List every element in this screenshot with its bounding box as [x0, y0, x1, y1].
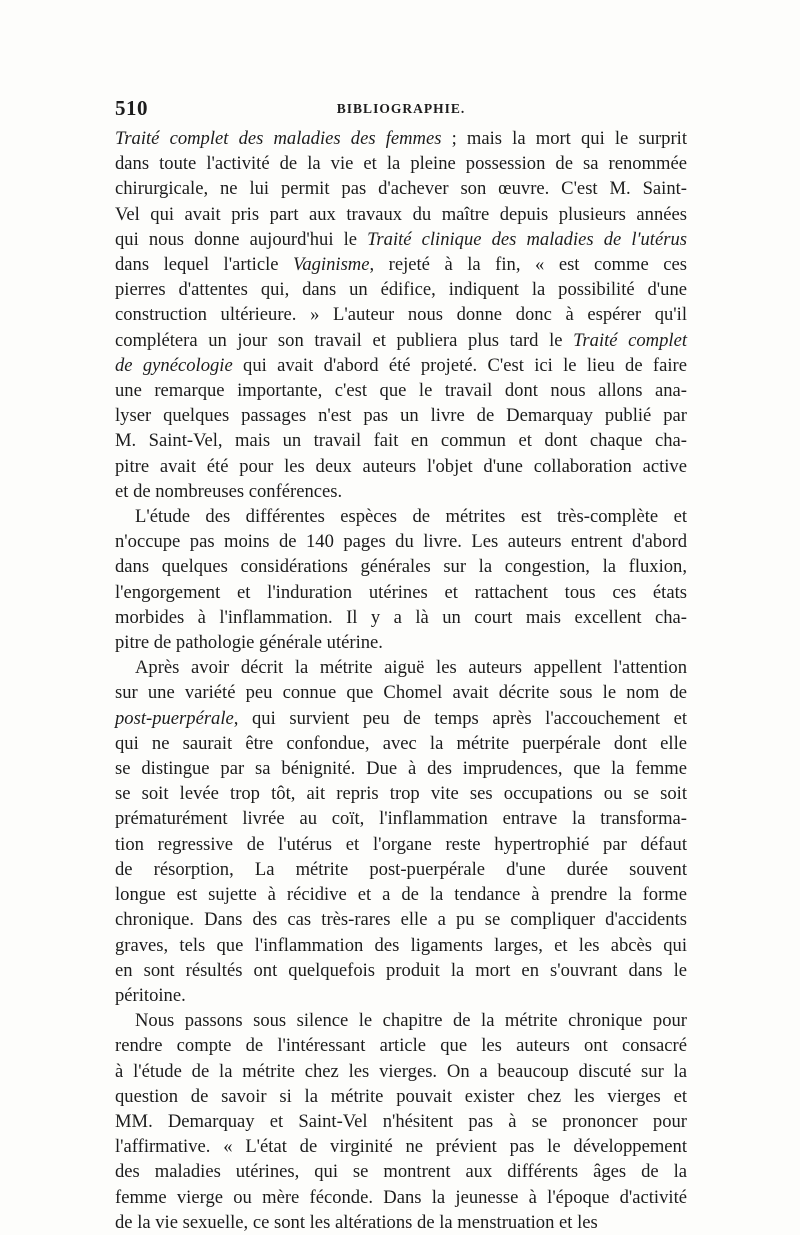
text-line: dans lequel l'article Vaginisme, rejeté à la fin, « est comme ces [115, 254, 687, 276]
text-line: pitre de pathologie générale utérine. [115, 632, 383, 654]
text-line: de la vie sexuelle, ce sont les altérations de la menstruation et les [115, 1211, 598, 1233]
text-line: en sont résultés ont quelquefois produit la mort en s'ouvrant dans le [115, 959, 687, 981]
text-line: sur une variété peu connue que Chomel avait décrite sous le nom de [115, 682, 687, 704]
page-header [115, 96, 687, 126]
text-line: M. Saint-Vel, mais un travail fait en commun et dont chaque cha- [115, 430, 687, 452]
text-line: dans quelques considérations générales sur la congestion, la fluxion, [115, 556, 687, 578]
text-line: qui ne saurait être confondue, avec la métrite puerpérale dont elle [115, 732, 687, 754]
text-line: tion regressive de l'utérus et l'organe reste hypertrophié par défaut [115, 833, 687, 855]
text-line: graves, tels que l'inflammation des ligaments larges, et les abcès qui [115, 934, 687, 956]
text-line: L'étude des différentes espèces de métrites est très-complète et [135, 506, 687, 528]
paragraph [115, 504, 687, 655]
paragraph [115, 655, 687, 1008]
text-line: chronique. Dans des cas très-rares elle a pu se compliquer d'accidents [115, 909, 687, 931]
text-line: qui nous donne aujourd'hui le Traité clinique des maladies de l'utérus [115, 228, 687, 250]
text-line: prématurément livrée au coït, l'inflammation entrave la transforma- [115, 808, 687, 830]
text-line: morbides à l'inflammation. Il y a là un court mais excellent cha- [115, 606, 687, 628]
body-text [115, 126, 687, 1235]
document-page [115, 96, 687, 1235]
paragraph [115, 1008, 687, 1235]
text-line: pierres d'attentes qui, dans un édifice, indiquent la possibilité d'une [115, 279, 687, 301]
text-line: à l'étude de la métrite chez les vierges. On a beaucoup discuté sur la [115, 1060, 687, 1082]
text-line: chirurgicale, ne lui permit pas d'achever son œuvre. C'est M. Saint- [115, 178, 687, 200]
text-line: Après avoir décrit la métrite aiguë les auteurs appellent l'attention [135, 657, 687, 679]
text-line: MM. Demarquay et Saint-Vel n'hésitent pas à se prononcer pour [115, 1110, 687, 1132]
text-line: de gynécologie qui avait d'abord été projeté. C'est ici le lieu de faire [115, 354, 687, 376]
text-line: n'occupe pas moins de 140 pages du livre. Les auteurs entrent d'abord [115, 531, 687, 553]
page-number: 510 [115, 96, 148, 120]
text-line: péritoine. [115, 984, 186, 1006]
text-line: Vel qui avait pris part aux travaux du maître depuis plusieurs années [115, 203, 687, 225]
text-line: longue est sujette à récidive et a de la tendance à prendre la forme [115, 884, 687, 906]
text-line: dans toute l'activité de la vie et la pleine possession de sa renommée [115, 153, 687, 175]
text-line: construction ultérieure. » L'auteur nous donne donc à espérer qu'il [115, 304, 687, 326]
text-line: l'affirmative. « L'état de virginité ne prévient pas le développement [115, 1136, 687, 1158]
text-line: lyser quelques passages n'est pas un livre de Demarquay publié par [115, 405, 687, 427]
text-line: l'engorgement et l'induration utérines et rattachent tous ces états [115, 581, 687, 603]
text-line: rendre compte de l'intéressant article que les auteurs ont consacré [115, 1035, 687, 1057]
text-line: post-puerpérale, qui survient peu de temps après l'accouchement et [115, 707, 687, 729]
text-line: et de nombreuses conférences. [115, 480, 343, 502]
text-line: de résorption, La métrite post-puerpérale d'une durée souvent [115, 858, 687, 880]
text-line: des maladies utérines, qui se montrent aux différents âges de la [115, 1161, 687, 1183]
text-line: pitre avait été pour les deux auteurs l'objet d'une collaboration active [115, 455, 687, 477]
text-line: une remarque importante, c'est que le travail dont nous allons ana- [115, 380, 687, 402]
text-line: Traité complet des maladies des femmes ; mais la mort qui le surprit [115, 128, 687, 149]
text-line: femme vierge ou mère féconde. Dans la jeunesse à l'époque d'activité [115, 1186, 687, 1208]
running-head: BIBLIOGRAPHIE. [336, 101, 466, 116]
text-line: question de savoir si la métrite pouvait exister chez les vierges et [115, 1085, 687, 1107]
text-line: Nous passons sous silence le chapitre de la métrite chronique pour [135, 1010, 687, 1032]
text-line: se distingue par sa bénignité. Due à des imprudences, que la femme [115, 758, 687, 780]
paragraph [115, 126, 687, 504]
text-line: complétera un jour son travail et publiera plus tard le Traité complet [115, 329, 687, 351]
text-line: se soit levée trop tôt, ait repris trop vite ses occupations ou se soit [115, 783, 687, 805]
